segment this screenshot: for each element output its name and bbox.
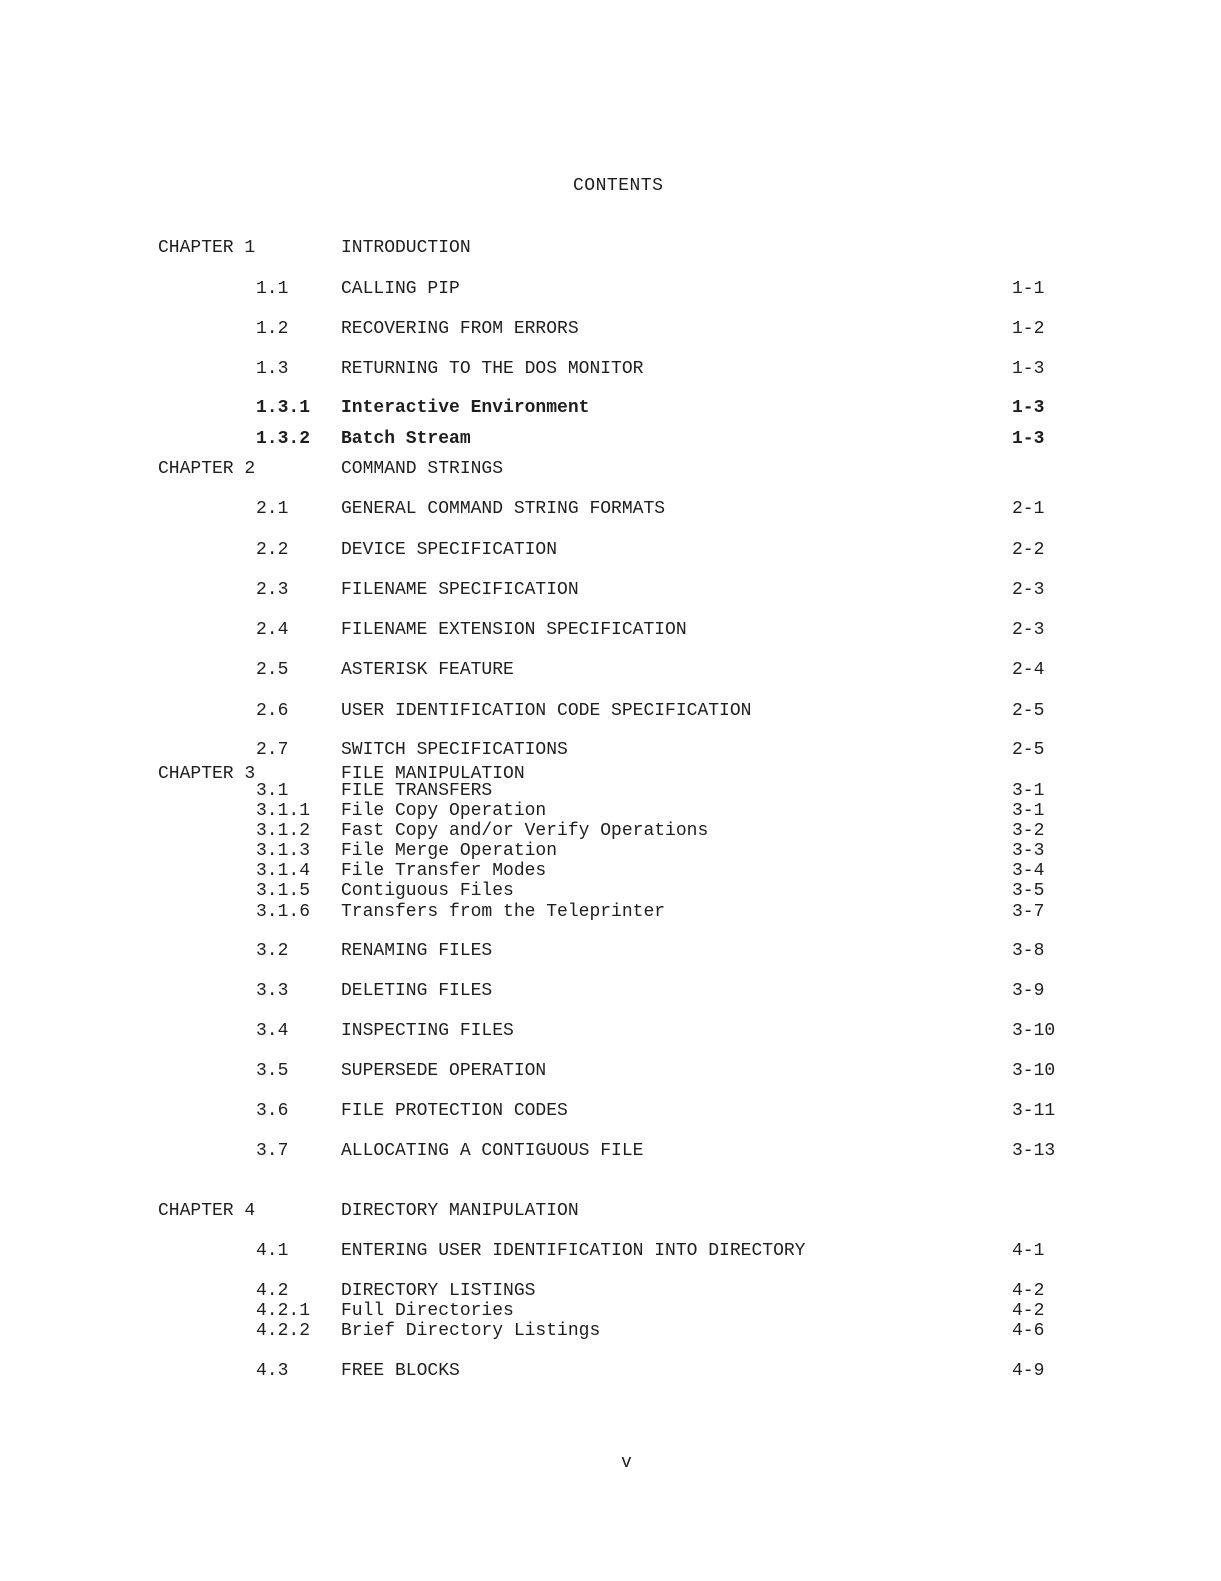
section-title: FILENAME EXTENSION SPECIFICATION	[341, 620, 687, 640]
section-number: 3.1.6	[256, 902, 311, 922]
section-number: 3.1.4	[256, 861, 311, 881]
page-reference: 3-4	[1012, 861, 1045, 881]
toc-entry	[0, 659, 1221, 681]
page-reference: 3-1	[1012, 801, 1045, 821]
section-number: 3.4	[256, 1021, 289, 1041]
toc-entry	[0, 539, 1221, 561]
section-number: 3.1.1	[256, 801, 311, 821]
section-title: COMMAND STRINGS	[341, 459, 504, 479]
section-title: INSPECTING FILES	[341, 1021, 514, 1041]
section-number: 4.2.1	[256, 1301, 311, 1321]
section-title: File Transfer Modes	[341, 861, 547, 881]
page-reference: 2-2	[1012, 540, 1045, 560]
section-title: RECOVERING FROM ERRORS	[341, 319, 579, 339]
toc-entry	[0, 1360, 1221, 1382]
section-title: Batch Stream	[341, 429, 471, 449]
toc-entry	[0, 780, 1221, 802]
toc-entry	[0, 1060, 1221, 1082]
page-reference: 2-5	[1012, 740, 1045, 760]
section-number: 4.3	[256, 1361, 289, 1381]
section-title: ENTERING USER IDENTIFICATION INTO DIRECTORY	[341, 1241, 806, 1261]
toc-entry	[0, 700, 1221, 722]
page-reference: 3-2	[1012, 821, 1045, 841]
page-reference: 3-10	[1012, 1061, 1056, 1081]
section-number: 3.6	[256, 1101, 289, 1121]
section-title: GENERAL COMMAND STRING FORMATS	[341, 499, 666, 519]
section-title: SWITCH SPECIFICATIONS	[341, 740, 568, 760]
toc-entry	[0, 498, 1221, 520]
toc-entry	[0, 1300, 1221, 1322]
section-number: 3.7	[256, 1141, 289, 1161]
page-reference: 2-4	[1012, 660, 1045, 680]
page-reference: 2-1	[1012, 499, 1045, 519]
section-title: Fast Copy and/or Verify Operations	[341, 821, 709, 841]
page-reference: 3-8	[1012, 941, 1045, 961]
page-reference: 3-9	[1012, 981, 1045, 1001]
section-number: 1.1	[256, 279, 289, 299]
page-reference: 2-3	[1012, 580, 1045, 600]
page-reference: 4-9	[1012, 1361, 1045, 1381]
section-title: File Copy Operation	[341, 801, 547, 821]
page-reference: 1-3	[1012, 398, 1045, 418]
toc-entry	[0, 860, 1221, 882]
page-reference: 3-11	[1012, 1101, 1056, 1121]
toc-entry	[0, 980, 1221, 1002]
toc-entry	[0, 1100, 1221, 1122]
page-reference: 4-6	[1012, 1321, 1045, 1341]
page-reference: 1-3	[1012, 429, 1045, 449]
toc-entry	[0, 1240, 1221, 1262]
section-number: 3.1.5	[256, 881, 311, 901]
page-reference: 2-3	[1012, 620, 1045, 640]
section-title: RENAMING FILES	[341, 941, 493, 961]
section-number: 3.1.2	[256, 821, 311, 841]
section-number: 3.5	[256, 1061, 289, 1081]
section-number: 3.2	[256, 941, 289, 961]
section-title: FILE MANIPULATION	[341, 764, 525, 784]
chapter-label: CHAPTER 3	[158, 764, 256, 784]
section-title: DELETING FILES	[341, 981, 493, 1001]
toc-entry	[0, 358, 1221, 380]
chapter-label: CHAPTER 1	[158, 238, 256, 258]
toc-entry	[0, 318, 1221, 340]
section-number: 2.4	[256, 620, 289, 640]
section-title: FILE TRANSFERS	[341, 781, 493, 801]
section-title: ASTERISK FEATURE	[341, 660, 514, 680]
toc-entry	[0, 1140, 1221, 1162]
section-number: 4.2.2	[256, 1321, 311, 1341]
chapter-heading	[0, 1200, 1221, 1222]
toc-entry	[0, 940, 1221, 962]
section-number: 2.6	[256, 701, 289, 721]
section-number: 2.1	[256, 499, 289, 519]
toc-entry	[0, 579, 1221, 601]
toc-entry	[0, 820, 1221, 842]
section-title: USER IDENTIFICATION CODE SPECIFICATION	[341, 701, 752, 721]
section-number: 1.3.2	[256, 429, 311, 449]
page-reference: 3-13	[1012, 1141, 1056, 1161]
section-title: SUPERSEDE OPERATION	[341, 1061, 547, 1081]
section-title: Transfers from the Teleprinter	[341, 902, 666, 922]
section-number: 1.3.1	[256, 398, 311, 418]
page-reference: 4-2	[1012, 1301, 1045, 1321]
section-number: 1.2	[256, 319, 289, 339]
section-title: Full Directories	[341, 1301, 514, 1321]
toc-entry	[0, 1280, 1221, 1302]
page-reference: 1-3	[1012, 359, 1045, 379]
toc-entry	[0, 1320, 1221, 1342]
chapter-heading	[0, 458, 1221, 480]
toc-entry	[0, 901, 1221, 923]
toc-entry	[0, 800, 1221, 822]
section-title: CALLING PIP	[341, 279, 460, 299]
page-reference: 1-2	[1012, 319, 1045, 339]
toc-entry	[0, 278, 1221, 300]
section-title: INTRODUCTION	[341, 238, 471, 258]
section-title: ALLOCATING A CONTIGUOUS FILE	[341, 1141, 644, 1161]
page-reference: 4-1	[1012, 1241, 1045, 1261]
section-title: RETURNING TO THE DOS MONITOR	[341, 359, 644, 379]
section-number: 1.3	[256, 359, 289, 379]
section-title: Contiguous Files	[341, 881, 514, 901]
page-reference: 1-1	[1012, 279, 1045, 299]
chapter-label: CHAPTER 4	[158, 1201, 256, 1221]
section-title: File Merge Operation	[341, 841, 558, 861]
page-reference: 3-7	[1012, 902, 1045, 922]
toc-entry	[0, 1020, 1221, 1042]
section-title: FILE PROTECTION CODES	[341, 1101, 568, 1121]
section-number: 3.1	[256, 781, 289, 801]
section-title: FREE BLOCKS	[341, 1361, 460, 1381]
section-title: DEVICE SPECIFICATION	[341, 540, 558, 560]
section-number: 4.1	[256, 1241, 289, 1261]
toc-entry	[0, 840, 1221, 862]
section-number: 4.2	[256, 1281, 289, 1301]
chapter-label: CHAPTER 2	[158, 459, 256, 479]
toc-entry	[0, 880, 1221, 902]
section-title: Interactive Environment	[341, 398, 590, 418]
section-number: 3.3	[256, 981, 289, 1001]
section-title: FILENAME SPECIFICATION	[341, 580, 579, 600]
section-title: Brief Directory Listings	[341, 1321, 601, 1341]
page-reference: 4-2	[1012, 1281, 1045, 1301]
chapter-heading	[0, 237, 1221, 259]
section-title: DIRECTORY MANIPULATION	[341, 1201, 579, 1221]
section-number: 2.2	[256, 540, 289, 560]
page-number: v	[621, 1453, 632, 1473]
section-number: 2.3	[256, 580, 289, 600]
toc-entry	[0, 619, 1221, 641]
toc-entry	[0, 739, 1221, 761]
section-title: DIRECTORY LISTINGS	[341, 1281, 536, 1301]
toc-entry	[0, 428, 1221, 450]
section-number: 3.1.3	[256, 841, 311, 861]
page-reference: 3-10	[1012, 1021, 1056, 1041]
toc-entry	[0, 397, 1221, 419]
page-reference: 2-5	[1012, 701, 1045, 721]
section-number: 2.7	[256, 740, 289, 760]
page-reference: 3-5	[1012, 881, 1045, 901]
page-title: CONTENTS	[573, 176, 664, 196]
page-reference: 3-3	[1012, 841, 1045, 861]
section-number: 2.5	[256, 660, 289, 680]
page-reference: 3-1	[1012, 781, 1045, 801]
